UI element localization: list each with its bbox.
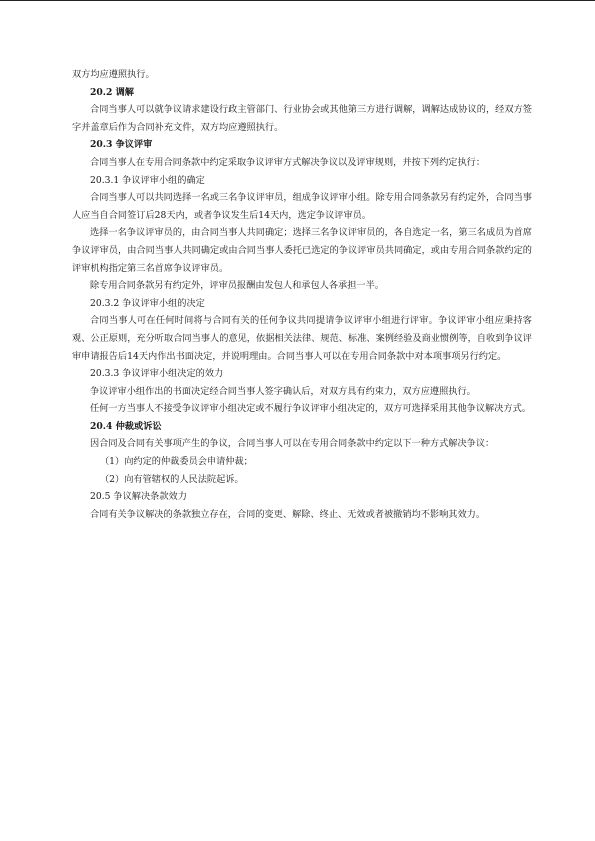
paragraph: 因合同及合同有关事项产生的争议，合同当事人可以在专用合同条款中约定以下一种方式解决争议： [90, 438, 495, 450]
list-item: （2）向有管辖权的人民法院起诉。 [100, 473, 244, 485]
paragraph: 任何一方当事人不接受争议评审小组决定或不履行争议评审小组决定的，双方可选择采用其他争议解决方式。 [90, 403, 531, 415]
paragraph-continuation: 双方均应遵照执行。 [72, 69, 155, 80]
paragraph: 合同当事人可以就争议请求建设行政主管部门、行业协会或其他第三方进行调解，调解达成协议的，经双方签字并盖章后作为合同补充文件，双方均应遵照执行。 [72, 104, 532, 133]
document-body [72, 66, 532, 523]
paragraph: 合同有关争议解决的条款独立存在，合同的变更、解除、终止、无效或者被撤销均不影响其效力。 [90, 508, 486, 520]
subsection-heading-20-5: 20.5 争议解决条款效力 [90, 491, 187, 503]
section-heading-20-3: 20.3 争议评审 [90, 139, 153, 151]
subsection-heading-20-3-2: 20.3.2 争议评审小组的决定 [90, 297, 205, 309]
paragraph: 选择一名争议评审员的，由合同当事人共同确定；选择三名争议评审员的，各自选定一名，第三名成员为首席争议评审员，由合同当事人共同确定或由合同当事人委托已选定的争议评审员共同确定，或由专用合同条款约定的评审机构指定第三名首席争议评审员。 [72, 227, 532, 274]
section-heading-20-2: 20.2 调解 [90, 86, 134, 98]
section-heading-20-4: 20.4 仲裁或诉讼 [90, 420, 162, 432]
list-item: （1）向约定的仲裁委员会申请仲裁； [100, 456, 253, 468]
top-rule [0, 0, 595, 1]
paragraph: 合同当事人在专用合同条款中约定采取争议评审方式解决争议以及评审规则，并按下列约定执行： [90, 156, 486, 168]
paragraph: 除专用合同条款另有约定外，评审员报酬由发包人和承包人各承担一半。 [90, 280, 384, 292]
subsection-heading-20-3-1: 20.3.1 争议评审小组的确定 [90, 174, 205, 186]
paragraph: 合同当事人可以共同选择一名或三名争议评审员，组成争议评审小组。除专用合同条款另有约定外，合同当事人应当自合同签订后28天内，或者争议发生后14天内，选定争议评审员。 [72, 192, 532, 221]
subsection-heading-20-3-3: 20.3.3 争议评审小组决定的效力 [90, 368, 224, 380]
paragraph: 合同当事人可在任何时间将与合同有关的任何争议共同提请争议评审小组进行评审。争议评审小组应秉持客观、公正原则，充分听取合同当事人的意见，依据相关法律、规范、标准、案例经验及商业惯例等，自收到争议评审申请报告后14天内作出书面决定，并说明理由。合同当事人可以在专用合同条款中对本项事项另行约定。 [72, 315, 532, 362]
paragraph: 争议评审小组作出的书面决定经合同当事人签字确认后，对双方具有约束力，双方应遵照执行。 [90, 385, 476, 397]
